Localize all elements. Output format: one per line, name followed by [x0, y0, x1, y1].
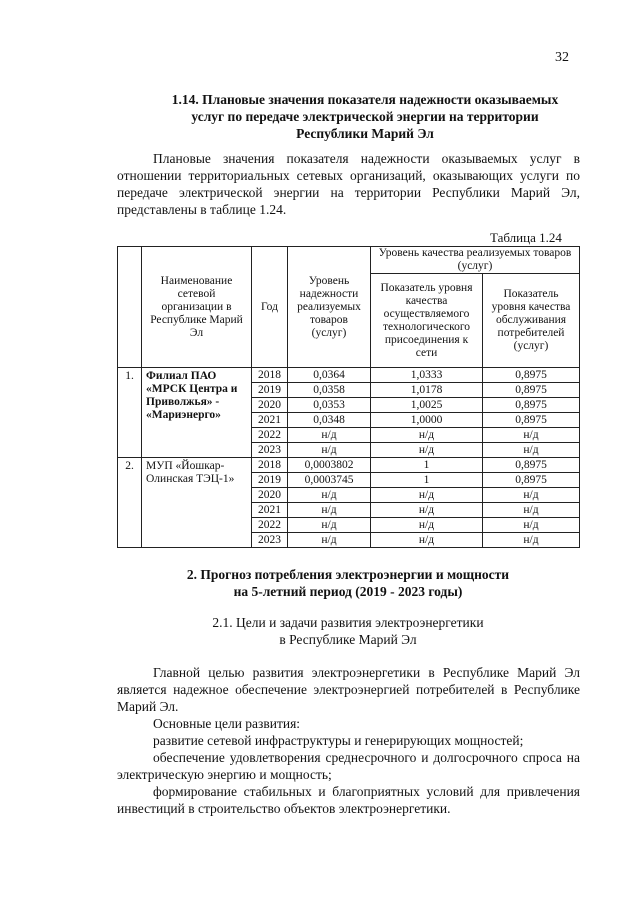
cell-tech: н/д	[371, 428, 483, 443]
section-2-1-body	[117, 664, 580, 817]
cell-year: 2021	[252, 413, 288, 428]
org-num: 2.	[118, 458, 142, 548]
cell-year: 2018	[252, 368, 288, 383]
cell-tech: 1,0178	[371, 383, 483, 398]
cell-service: н/д	[483, 488, 580, 503]
cell-tech: н/д	[371, 488, 483, 503]
cell-year: 2021	[252, 503, 288, 518]
header-quality-tech: Показатель уровня качества осуществляемого технологического присоединения к сети	[371, 274, 483, 368]
cell-year: 2018	[252, 458, 288, 473]
cell-reliability: н/д	[288, 503, 371, 518]
cell-year: 2023	[252, 443, 288, 458]
cell-service: 0,8975	[483, 398, 580, 413]
cell-tech: н/д	[371, 518, 483, 533]
cell-year: 2019	[252, 383, 288, 398]
cell-reliability: 0,0353	[288, 398, 371, 413]
cell-reliability: 0,0003802	[288, 458, 371, 473]
section-1-14-title	[150, 91, 580, 142]
cell-reliability: 0,0003745	[288, 473, 371, 488]
title-line: услуг по передаче электрической энергии на территории	[191, 109, 539, 124]
cell-service: н/д	[483, 533, 580, 548]
list-item: обеспечение удовлетворения среднесрочного и долгосрочного спроса на электрическую энергию и мощность;	[117, 750, 580, 782]
cell-reliability: н/д	[288, 443, 371, 458]
goals-intro: Основные цели развития:	[153, 716, 301, 731]
cell-year: 2022	[252, 518, 288, 533]
title-line: в Республике Марий Эл	[279, 632, 417, 647]
list-item: развитие сетевой инфраструктуры и генерирующих мощностей;	[153, 733, 524, 748]
cell-year: 2023	[252, 533, 288, 548]
cell-year: 2020	[252, 398, 288, 413]
cell-service: 0,8975	[483, 473, 580, 488]
cell-reliability: 0,0364	[288, 368, 371, 383]
cell-service: н/д	[483, 443, 580, 458]
cell-reliability: н/д	[288, 518, 371, 533]
page-number: 32	[555, 50, 569, 65]
cell-service: 0,8975	[483, 368, 580, 383]
cell-reliability: н/д	[288, 533, 371, 548]
title-line: 2. Прогноз потребления электроэнергии и мощности	[186, 567, 510, 582]
cell-year: 2020	[252, 488, 288, 503]
cell-tech: 1,0333	[371, 368, 483, 383]
cell-reliability: н/д	[288, 488, 371, 503]
cell-service: н/д	[483, 518, 580, 533]
org-name: Филиал ПАО «МРСК Центра и Приволжья» - «Мариэнерго»	[142, 368, 252, 458]
header-reliability: Уровень надежности реализуемых товаров (услуг)	[288, 247, 371, 368]
cell-reliability: 0,0358	[288, 383, 371, 398]
main-goal-paragraph: Главной целью развития электроэнергетики в Республике Марий Эл является надежное обеспечение электроэнергией потребителей в Республике Марий Эл.	[117, 665, 580, 714]
cell-service: н/д	[483, 503, 580, 518]
header-num	[118, 247, 142, 368]
title-line: Республики Марий Эл	[296, 126, 434, 141]
table-caption: Таблица 1.24	[490, 230, 562, 245]
cell-year: 2019	[252, 473, 288, 488]
title-line: 1.14. Плановые значения показателя надежности оказываемых	[171, 92, 559, 107]
cell-tech: н/д	[371, 533, 483, 548]
cell-tech: н/д	[371, 443, 483, 458]
header-quality-group: Уровень качества реализуемых товаров (услуг)	[371, 247, 580, 274]
title-line: на 5-летний период (2019 - 2023 годы)	[233, 584, 463, 599]
org-num: 1.	[118, 368, 142, 458]
cell-year: 2022	[252, 428, 288, 443]
cell-service: 0,8975	[483, 413, 580, 428]
table-row	[118, 368, 580, 383]
title-line: 2.1. Цели и задачи развития электроэнергетики	[212, 615, 484, 630]
header-org: Наименование сетевой организации в Республике Марий Эл	[142, 247, 252, 368]
cell-tech: 1,0025	[371, 398, 483, 413]
cell-reliability: 0,0348	[288, 413, 371, 428]
section-2-1-title	[117, 614, 579, 648]
table-row	[118, 458, 580, 473]
cell-service: 0,8975	[483, 383, 580, 398]
org-name: МУП «Йошкар-Олинская ТЭЦ-1»	[142, 458, 252, 548]
cell-tech: н/д	[371, 503, 483, 518]
cell-tech: 1	[371, 458, 483, 473]
header-quality-service: Показатель уровня качества обслуживания потребителей (услуг)	[483, 274, 580, 368]
reliability-table	[117, 246, 580, 548]
list-item: формирование стабильных и благоприятных условий для привлечения инвестиций в строительство объектов электроэнергетики.	[117, 784, 580, 816]
section-2-title	[117, 566, 579, 600]
cell-service: н/д	[483, 428, 580, 443]
cell-tech: 1,0000	[371, 413, 483, 428]
cell-service: 0,8975	[483, 458, 580, 473]
cell-tech: 1	[371, 473, 483, 488]
cell-reliability: н/д	[288, 428, 371, 443]
section-1-14-paragraph: Плановые значения показателя надежности оказываемых услуг в отношении территориальных сетевых организаций, оказывающих услуги по передаче электрической энергии на территории Республики Марий Эл, представлены в таблице 1.24.	[117, 151, 580, 217]
header-year: Год	[252, 247, 288, 368]
goals-list	[117, 732, 580, 817]
